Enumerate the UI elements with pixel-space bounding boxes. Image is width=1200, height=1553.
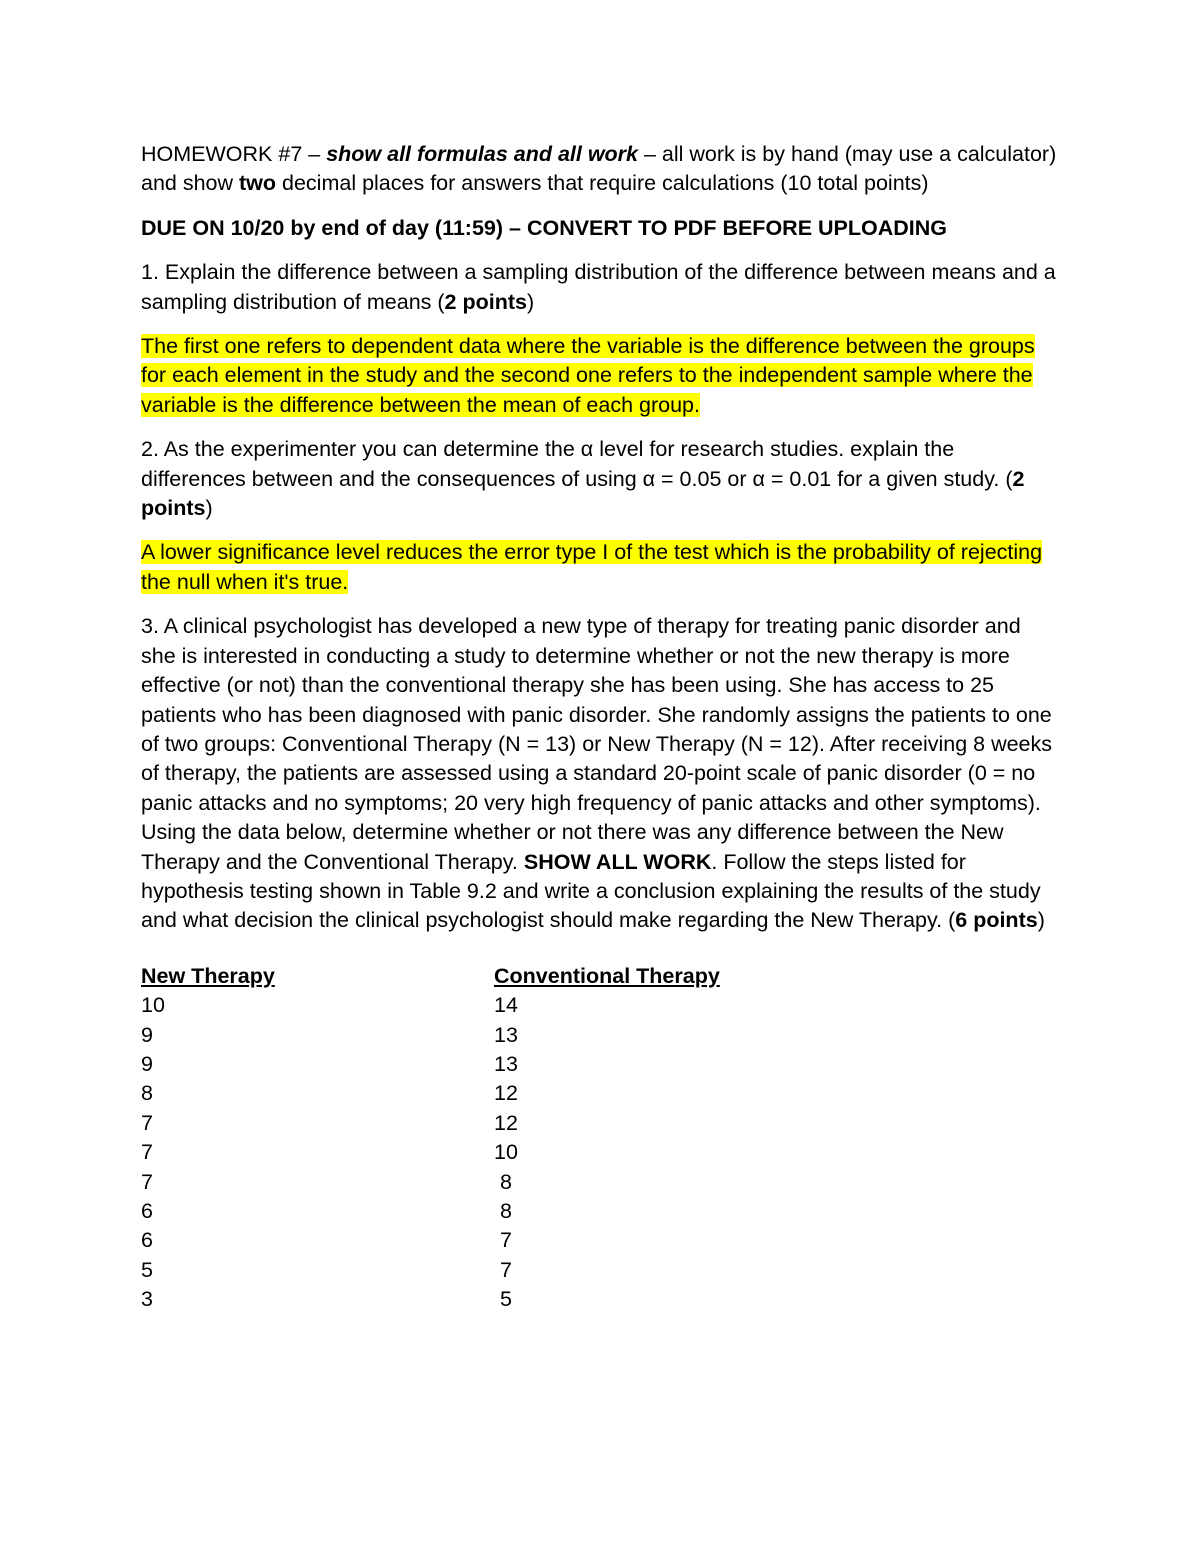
conventional-therapy-value: 14 bbox=[494, 993, 518, 1018]
conventional-therapy-value: 7 bbox=[494, 1228, 512, 1253]
answer-2 bbox=[141, 538, 1061, 597]
conventional-therapy-value: 12 bbox=[494, 1110, 518, 1135]
conventional-therapy-value: 7 bbox=[494, 1257, 512, 1282]
new-therapy-value: 3 bbox=[141, 1287, 153, 1312]
q1-points: 2 points bbox=[444, 289, 527, 314]
new-therapy-value: 7 bbox=[141, 1110, 153, 1135]
new-therapy-header: New Therapy bbox=[141, 963, 275, 988]
new-therapy-value: 10 bbox=[141, 993, 165, 1018]
instruction-emphasis: show all formulas and all work bbox=[326, 142, 639, 166]
assignment-header: HOMEWORK #7 – show all formulas and all work – all work is by hand (may use a calculator) and show two decimal places for answers that require calculations (10 total points) bbox=[141, 142, 1057, 196]
question-3: 3. A clinical psychologist has developed a new type of therapy for treating panic disorder and she is interested in conducting a study to determine whether or not the new therapy is more effective (or not) than the conventional therapy she has been using. She has access to 25 patients who has been diagnosed with panic disorder. She randomly assigns the patients to one of two groups: Conventional Therapy (N = 13) or New Therapy (N = 12). After receiving 8 weeks of therapy, the patients are assessed using a standard 20-point scale of panic disorder (0 = no panic attacks and no symptoms; 20 very high frequency of panic attacks and other symptoms). Using the data below, determine whether or not there was any difference between the New Therapy and the Conventional Therapy. SHOW ALL WORK. Follow the steps listed for hypothesis testing shown in Table 9.2 and write a conclusion explaining the results of the study and what decision the clinical psychologist should make regarding the New Therapy. (6 points) bbox=[141, 614, 1053, 933]
due-date-line: DUE ON 10/20 by end of day (11:59) – CONVERT TO PDF BEFORE UPLOADING bbox=[141, 215, 948, 240]
new-therapy-value: 6 bbox=[141, 1199, 153, 1223]
new-therapy-value: 5 bbox=[141, 1257, 153, 1282]
conventional-therapy-value: 5 bbox=[494, 1287, 512, 1312]
data-table bbox=[141, 962, 1061, 1315]
answer-1-highlight: The first one refers to dependent data where the variable is the difference between the groups for each element in the study and the second one refers to the independent sample where the variable is the difference between the mean of each group. bbox=[141, 334, 1035, 417]
two-emphasis: two bbox=[239, 171, 277, 196]
homework-title: HOMEWORK #7 – bbox=[141, 142, 327, 166]
conventional-therapy-value: 12 bbox=[494, 1081, 518, 1106]
new-therapy-column bbox=[141, 962, 494, 1315]
new-therapy-value: 9 bbox=[141, 1022, 153, 1047]
conventional-therapy-value: 10 bbox=[494, 1140, 518, 1165]
answer-1 bbox=[141, 332, 1061, 420]
conventional-therapy-header: Conventional Therapy bbox=[494, 963, 720, 988]
new-therapy-value: 6 bbox=[141, 1228, 153, 1253]
new-therapy-value: 7 bbox=[141, 1140, 153, 1165]
show-all-work: SHOW ALL WORK bbox=[523, 849, 712, 874]
q3-points: 6 points bbox=[955, 908, 1038, 933]
conventional-therapy-column bbox=[494, 962, 794, 1315]
answer-2-highlight: A lower significance level reduces the error type I of the test which is the probability of rejecting the null when it's true. bbox=[141, 540, 1043, 594]
new-therapy-value: 8 bbox=[141, 1081, 153, 1106]
question-1: 1. Explain the difference between a sampling distribution of the difference between means and a sampling distribution of means (2 points) bbox=[141, 260, 1056, 314]
conventional-therapy-value: 13 bbox=[494, 1051, 518, 1076]
document-page bbox=[141, 140, 1061, 1315]
question-2: 2. As the experimenter you can determine the α level for research studies. explain the differences between and the consequences of using α = 0.05 or α = 0.01 for a given study. (2 points) bbox=[141, 437, 1025, 521]
new-therapy-value: 9 bbox=[141, 1051, 153, 1076]
conventional-therapy-value: 13 bbox=[494, 1022, 518, 1047]
conventional-therapy-value: 8 bbox=[494, 1169, 512, 1194]
new-therapy-value: 7 bbox=[141, 1169, 153, 1194]
q2-points: 2 points bbox=[141, 466, 1025, 521]
conventional-therapy-value: 8 bbox=[494, 1199, 512, 1223]
